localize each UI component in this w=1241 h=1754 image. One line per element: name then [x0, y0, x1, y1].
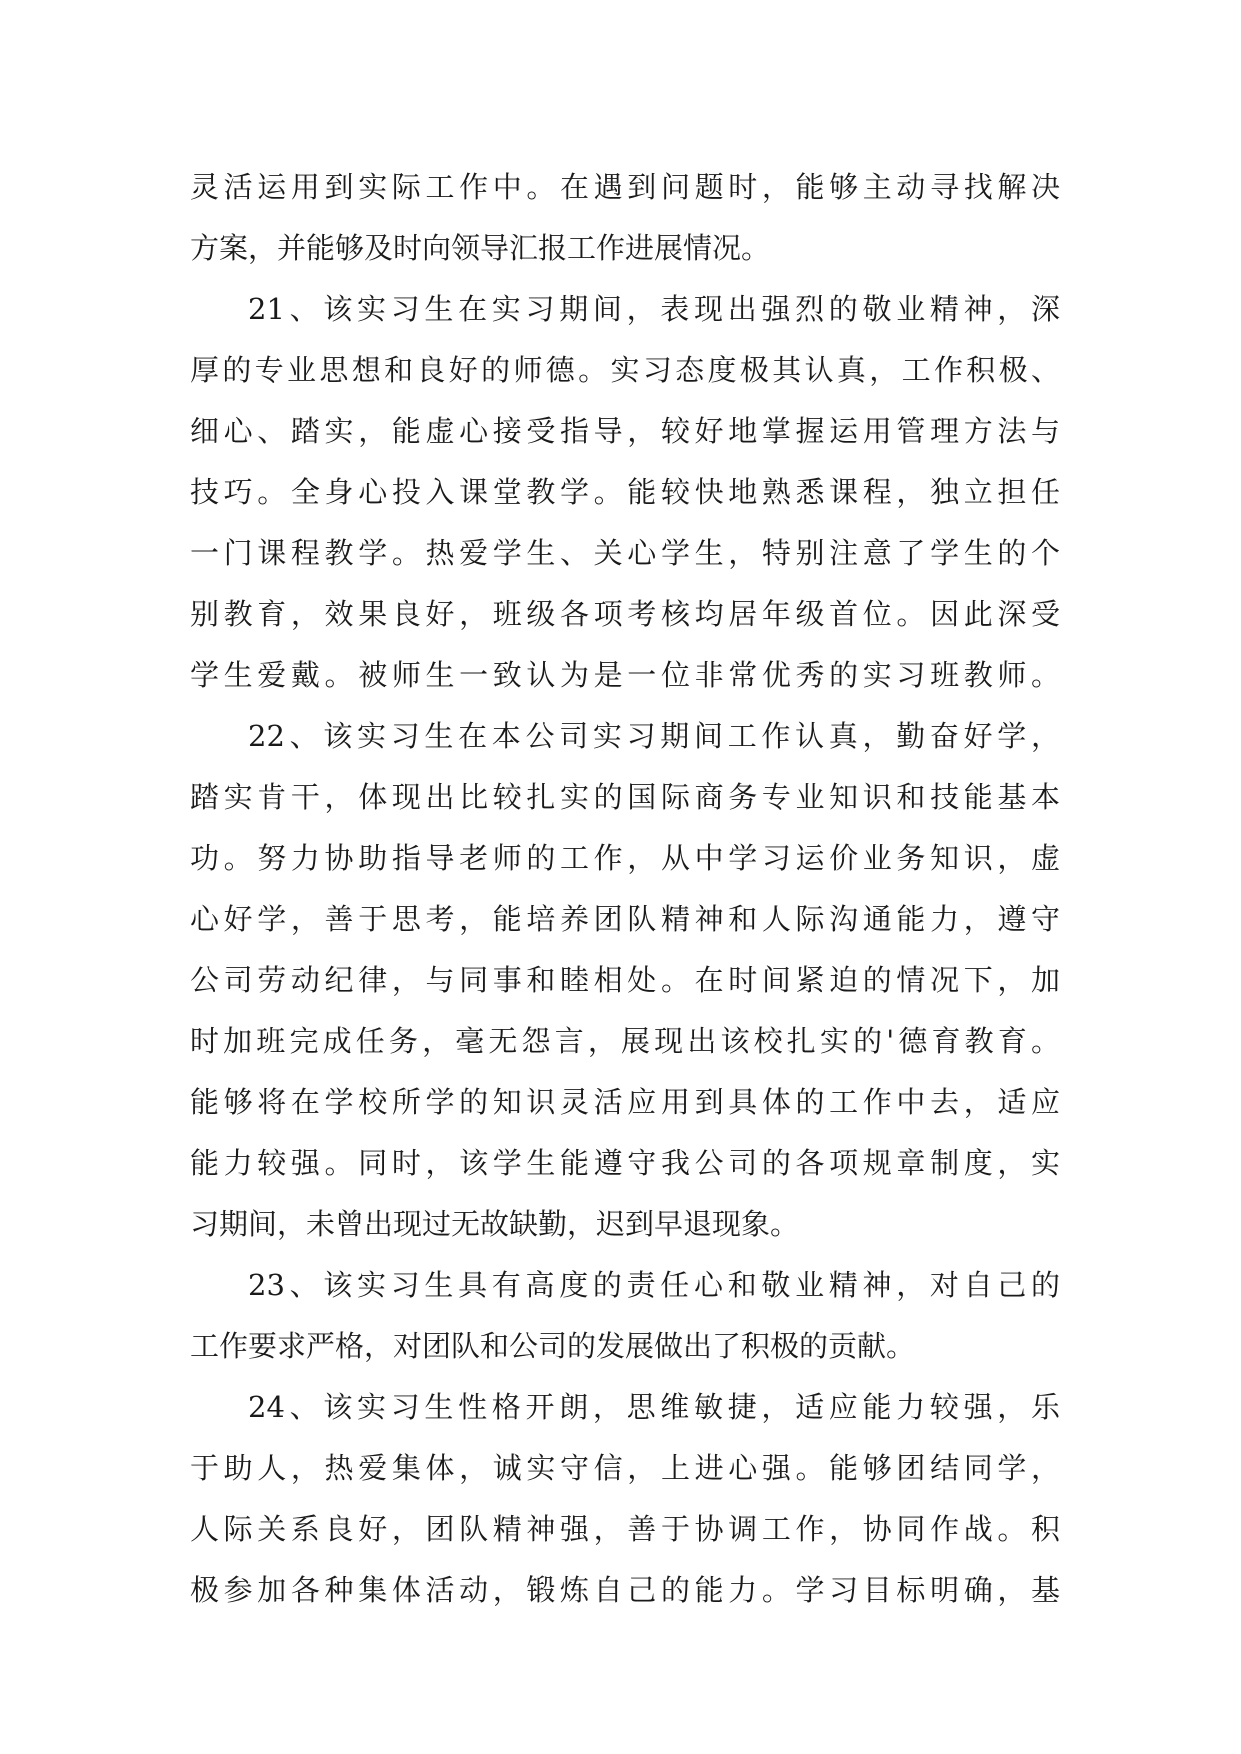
paragraph-first-line: 24、该实习生性格开朗，思维敏捷，适应能力较强，乐	[248, 1390, 1060, 1424]
text-line: 公司劳动纪律，与同事和睦相处。在时间紧迫的情况下，加	[190, 963, 1060, 997]
text-line: 灵活运用到实际工作中。在遇到问题时，能够主动寻找解决	[190, 170, 1060, 204]
paragraph-first-line: 23、该实习生具有高度的责任心和敬业精神，对自己的	[248, 1268, 1060, 1302]
text-line: 厚的专业思想和良好的师德。实习态度极其认真，工作积极、	[190, 353, 1060, 387]
text-line: 心好学，善于思考，能培养团队精神和人际沟通能力，遵守	[190, 902, 1060, 936]
text-line: 于助人，热爱集体，诚实守信，上进心强。能够团结同学，	[190, 1451, 1060, 1485]
text-line: 一门课程教学。热爱学生、关心学生，特别注意了学生的个	[190, 536, 1060, 570]
text-line: 方案，并能够及时向领导汇报工作进展情况。	[190, 231, 771, 265]
text-line: 工作要求严格，对团队和公司的发展做出了积极的贡献。	[190, 1329, 916, 1363]
text-line: 踏实肯干，体现出比较扎实的国际商务专业知识和技能基本	[190, 780, 1060, 814]
text-line: 细心、踏实，能虚心接受指导，较好地掌握运用管理方法与	[190, 414, 1060, 448]
document-body	[190, 157, 1060, 1621]
text-line: 时加班完成任务，毫无怨言，展现出该校扎实的'德育教育。	[190, 1024, 1060, 1058]
text-line: 功。努力协助指导老师的工作，从中学习运价业务知识，虚	[190, 841, 1060, 875]
paragraph-first-line: 22、该实习生在本公司实习期间工作认真，勤奋好学，	[248, 719, 1060, 753]
text-line: 别教育，效果良好，班级各项考核均居年级首位。因此深受	[190, 597, 1060, 631]
text-line: 能力较强。同时，该学生能遵守我公司的各项规章制度，实	[190, 1146, 1060, 1180]
paragraph-first-line: 21、该实习生在实习期间，表现出强烈的敬业精神，深	[248, 292, 1060, 326]
text-line: 技巧。全身心投入课堂教学。能较快地熟悉课程，独立担任	[190, 475, 1060, 509]
text-line: 人际关系良好，团队精神强，善于协调工作，协同作战。积	[190, 1512, 1060, 1546]
text-line: 能够将在学校所学的知识灵活应用到具体的工作中去，适应	[190, 1085, 1060, 1119]
text-line: 极参加各种集体活动，锻炼自己的能力。学习目标明确，基	[190, 1573, 1060, 1607]
text-line: 习期间，未曾出现过无故缺勤，迟到早退现象。	[190, 1207, 800, 1241]
text-line: 学生爱戴。被师生一致认为是一位非常优秀的实习班教师。	[190, 658, 1060, 692]
